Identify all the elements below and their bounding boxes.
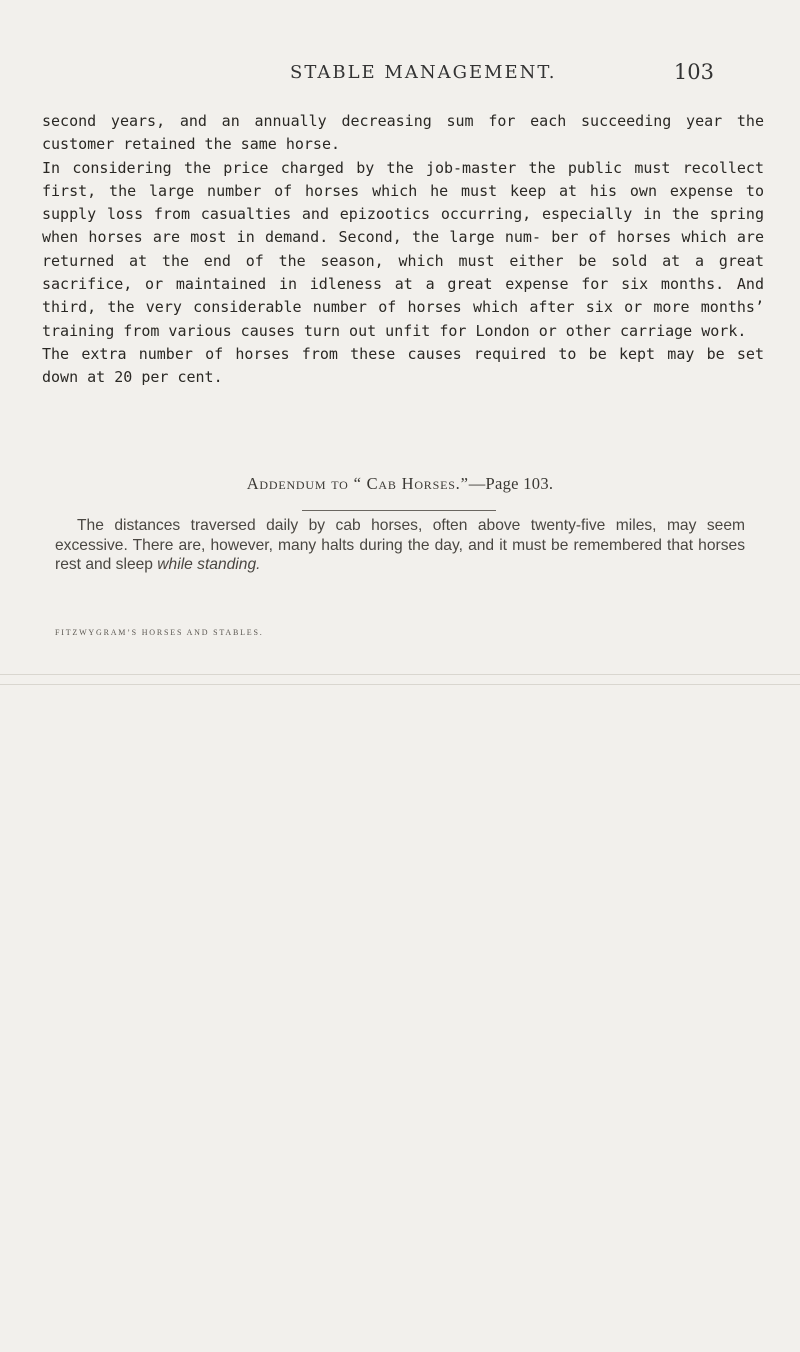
- paragraph: In considering the price charged by the job-master the public must recollect first, the large number of horses which he must keep at his own expense to supply loss from casualties and epizootics occurring, especially in the spring when horses are most in demand. Second, the large num- ber of horses which are returned at the end of the season, which must either be sold at a great sacrifice, or maintained in idleness at a great expense for six months. And third, the very considerable number of horses which after six or more months’ training from various causes turn out unfit for London or other carriage work.: [42, 158, 764, 340]
- addendum-heading-page: —Page 103.: [468, 474, 554, 493]
- addendum-text-main: The distances traversed daily by cab horses, often above twenty-five miles, may seem excessive. There are, however, many halts during the day, and it must be remembered that horses rest and sleep: [55, 517, 745, 574]
- divider: [0, 674, 800, 675]
- divider-rule: [302, 510, 496, 511]
- addendum-text: [55, 516, 745, 575]
- running-title: STABLE MANAGEMENT.: [290, 62, 557, 83]
- addendum-text-italic: while standing.: [157, 556, 261, 574]
- addendum-heading: [0, 474, 800, 494]
- paragraph: second years, and an annually decreasing sum for each succeeding year the customer retained the same horse.: [42, 112, 764, 154]
- addendum-paragraph: [55, 516, 745, 575]
- paragraph: The extra number of horses from these causes required to be kept may be set down at 20 per cent.: [42, 344, 764, 387]
- page-edge-lines: [0, 666, 800, 696]
- running-head: [0, 62, 800, 92]
- divider: [0, 684, 800, 685]
- footer-note: FITZWYGRAM’S HORSES AND STABLES.: [55, 628, 264, 637]
- addendum-heading-title: Addendum to “ Cab Horses.”: [246, 474, 469, 493]
- page-number: 103: [673, 60, 714, 84]
- body-text: [42, 110, 764, 390]
- addendum-section: [0, 474, 800, 637]
